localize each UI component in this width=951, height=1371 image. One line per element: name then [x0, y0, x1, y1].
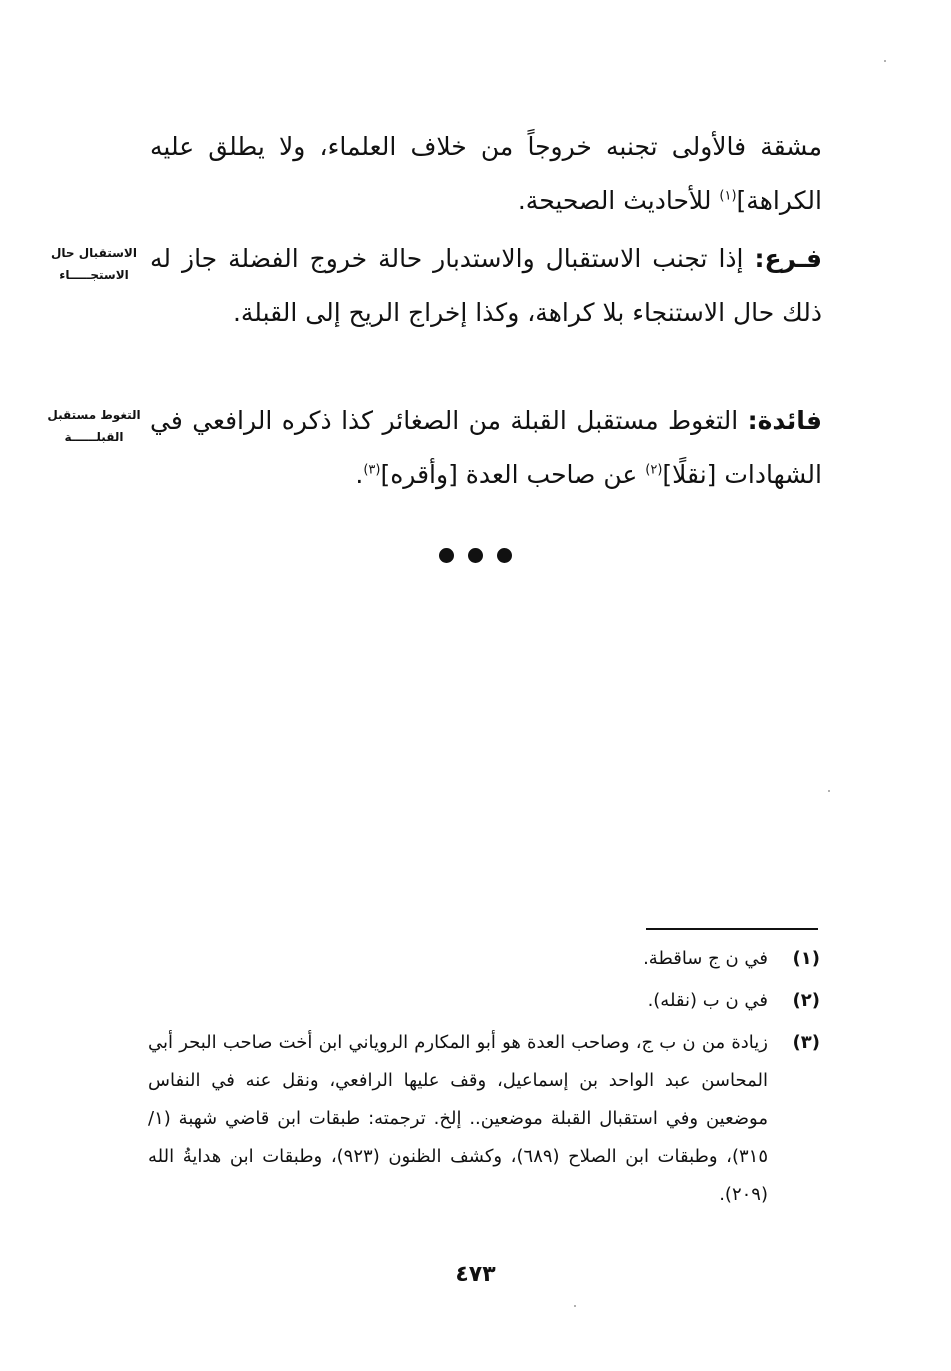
paragraph-2 [150, 232, 822, 340]
paragraph-2-text: إذا تجنب الاستقبال والاستدبار حالة خروج الفضلة جاز له ذلك حال الاستنجاء بلا كراهة، وكذا إخراج الريح إلى القبلة. [150, 244, 822, 327]
margin-note-2: التغوط مستقبل القبلــــــة [47, 408, 141, 444]
paragraph-2-label: فـرع: [754, 244, 822, 273]
footnote-2 [148, 982, 820, 1020]
paragraph-1 [150, 120, 822, 228]
footnote-ref-3: (٣) [363, 462, 381, 478]
footnote-3-text: زيادة من ن ب ج، وصاحب العدة هو أبو المكارم الروياني ابن أخت صاحب البحر أبي المحاسن عبد الواحد بن إسماعيل، وقف عليها الرافعي، ونقل عنه في النفاس موضعين وفي استقبال القبلة موضعين.. إلخ. ترجمته: طبقات ابن قاضي شهبة (١/ ٣١٥)، وطبقات ابن الصلاح (٦٨٩)، وكشف الظنون (٩٢٣)، وطبقات ابن هدايةُ الله (٢٠٩). [148, 1032, 769, 1205]
footnote-3-number: (٣) [792, 1032, 820, 1053]
paragraph-3 [150, 394, 822, 502]
separator-dot-icon [497, 548, 512, 563]
page-number: ٤٧٣ [455, 1262, 496, 1287]
margin-note-1: الاستقبال حال الاستجـــــاء [51, 246, 137, 282]
separator-dot-icon [439, 548, 454, 563]
paragraph-1-line-2a: الكراهة] [736, 186, 822, 215]
footnote-1-number: (١) [792, 948, 820, 969]
footnote-ref-1: (١) [719, 188, 737, 204]
scan-speck [828, 790, 830, 792]
paragraph-3-text-a: التغوط مستقبل القبلة من الصغائر كذا ذكره الرافعي في الشهادات [نقلًا] [150, 406, 822, 489]
paragraph-1-line-2b: للأحاديث الصحيحة. [517, 186, 720, 215]
separator-dot-icon [468, 548, 483, 563]
section-separator [0, 548, 951, 563]
footnote-3 [148, 1024, 820, 1214]
paragraph-3-text-c: . [355, 460, 364, 489]
footnote-divider [646, 928, 818, 930]
scan-speck [574, 1305, 576, 1307]
paragraph-3-label: فائدة: [747, 406, 822, 435]
footnote-ref-2: (٢) [645, 462, 663, 478]
footnote-2-number: (٢) [792, 990, 820, 1011]
scan-speck [884, 60, 886, 62]
paragraph-1-line-1: مشقة فالأولى تجنبه خروجاً من خلاف العلماء، ولا يطلق عليه [150, 132, 822, 161]
footnote-1-text: في ن ج ساقطة. [643, 948, 768, 969]
footnote-2-text: في ن ب (نقله). [647, 990, 768, 1011]
footnote-1 [148, 940, 820, 978]
paragraph-3-text-b: عن صاحب العدة [وأقره] [380, 460, 646, 489]
